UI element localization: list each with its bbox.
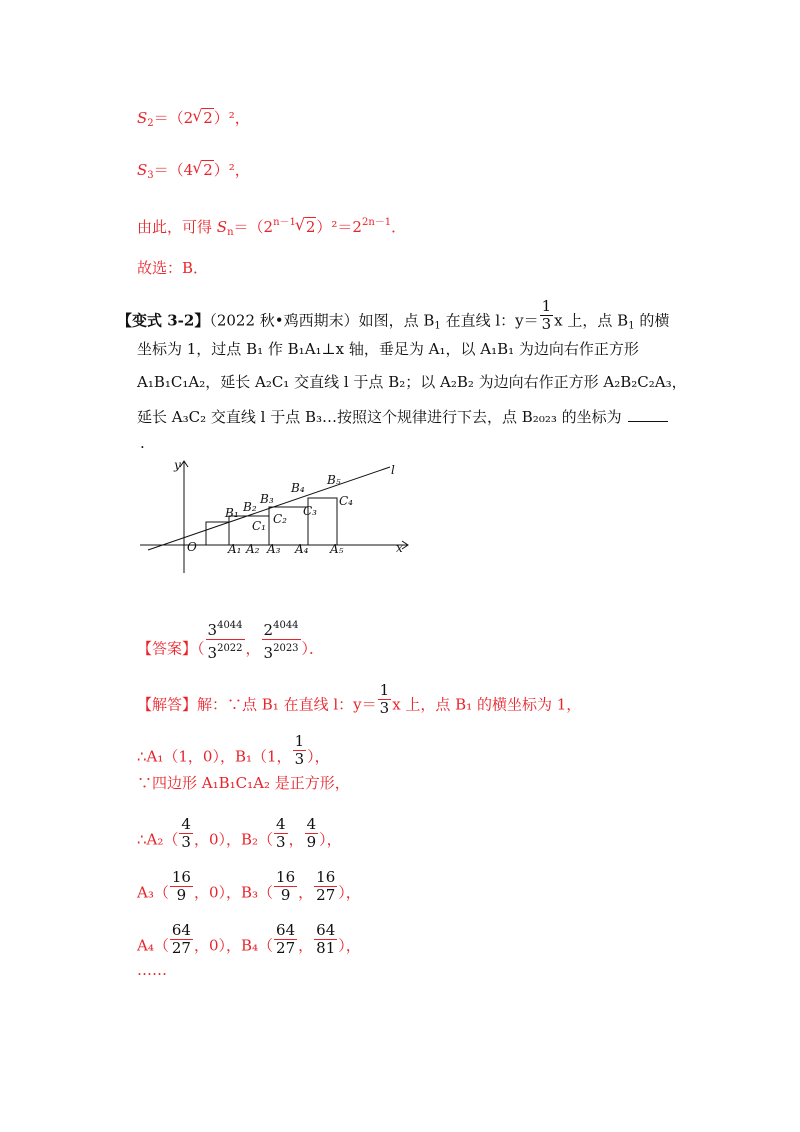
answer-tag: 【答案】	[137, 639, 198, 658]
fraction: $\frac{1}{3}$	[541, 297, 552, 333]
s2-line: $S_2=(2√$ 2）²，	[137, 108, 250, 134]
label-a2: A₂	[246, 542, 260, 556]
fraction: $\frac{16}{9}$	[276, 868, 296, 904]
label-b1: B₁	[225, 506, 239, 520]
fraction: $\frac{1}{3}$	[294, 732, 305, 768]
geometry-figure	[140, 455, 420, 580]
line-label: l	[391, 463, 395, 477]
fraction: $\frac{16}{27}$	[316, 868, 336, 904]
sqrt-symbol: √ 2	[296, 217, 317, 237]
label-c4: C₄	[339, 494, 353, 508]
answer-blank	[628, 421, 668, 422]
problem-tag: 【变式 3-2】	[117, 311, 210, 330]
fraction: $\frac{16}{9}$	[171, 868, 191, 904]
fraction: $\frac{4}{3}$	[181, 815, 191, 851]
fraction: $\frac{64}{81}$	[316, 921, 336, 957]
square-1	[206, 522, 229, 545]
problem-line-1: 【变式 3-2】（2022 秋•鸡西期末）如图，点 $B_1$ 在直线 l：y＝ $\frac{1}{3}$ x 上，点 $B_1$ 的横	[117, 297, 670, 333]
label-c2: C₂	[273, 512, 287, 526]
fraction: $\frac{2^{4044}}{3^{2023}}$	[262, 617, 301, 662]
x-axis-label: x	[396, 541, 403, 555]
problem-line-2: 坐标为 1，过点 B₁ 作 B₁A₁⊥x 轴，垂足为 A₁，以 A₁B₁ 为边向右作正方形	[137, 340, 639, 358]
label-b5: B₅	[327, 473, 341, 487]
solution-line-7: ……	[137, 961, 167, 979]
sqrt-symbol: √ 2	[193, 108, 214, 128]
solution-line-5: A₃（ $\frac{16}{9}$ ，0），B₃（ $\frac{16}{9}$ ， $\frac{16}{27}$ ），	[137, 868, 361, 904]
fraction: $\frac{4}{3}$	[276, 815, 286, 851]
origin-label: O	[187, 540, 197, 554]
fraction: $\frac{4}{9}$	[306, 815, 317, 851]
label-b3: B₃	[260, 492, 274, 506]
solution-line-6: A₄（ $\frac{64}{27}$ ，0），B₄（ $\frac{64}{27}$ ， $\frac{64}{81}$ ），	[137, 921, 361, 957]
label-a1: A₁	[228, 542, 242, 556]
y-axis-label: y	[174, 458, 181, 472]
label-a4: A₄	[295, 542, 309, 556]
solution-tag: 【解答】	[137, 695, 198, 714]
choice-line: 故选：B．	[137, 259, 209, 277]
solution-line-1: 【解答】解：∵点 B₁ 在直线 l：y＝ $\frac{1}{3}$ x 上，点 B₁ 的横坐标为 1，	[137, 681, 582, 717]
problem-line-4: 延长 A₃C₂ 交直线 l 于点 B₃…按照这个规律进行下去，点 B₂₀₂₃ 的坐标为	[137, 407, 668, 427]
label-c1: C₁	[252, 519, 266, 533]
fraction: $\frac{1}{3}$	[379, 681, 390, 717]
label-b2: B₂	[243, 500, 257, 514]
answer-line: 【答案】（ $\frac{3^{4044}}{3^{2022}}$ ， $\frac{2^{4044}}{3^{2023}}$ ）．	[137, 627, 324, 672]
label-b4: B₄	[291, 481, 305, 495]
fraction: $\frac{64}{27}$	[171, 921, 191, 957]
fraction: $\frac{64}{27}$	[276, 921, 296, 957]
solution-line-4: ∴A₂（ $\frac{4}{3}$ ，0），B₂（ $\frac{4}{3}$ ， $\frac{4}{9}$ ），	[137, 815, 342, 851]
solution-line-3: ∵四边形 A₁B₁C₁A₂ 是正方形，	[137, 774, 350, 792]
label-a5: A₅	[330, 542, 344, 556]
fraction: $\frac{3^{4044}}{3^{2022}}$	[206, 617, 245, 662]
problem-source: （2022 秋•鸡西期末）	[209, 311, 359, 330]
label-c3: C₃	[303, 504, 317, 518]
s3-line: $S_3=(4√$ 2）²，	[137, 160, 250, 186]
sqrt-symbol: √ 2	[193, 160, 214, 180]
label-a3: A₃	[267, 542, 281, 556]
solution-line-2: ∴A₁（1，0），B₁（1， $\frac{1}{3}$ ），	[137, 732, 330, 768]
sn-line: 由此，可得 $S_n=(2^{n-1}√$ $2)^2=2^{2n-1}$．	[137, 213, 406, 243]
problem-line-5: .	[140, 434, 145, 452]
problem-line-3: A₁B₁C₁A₂，延长 A₂C₁ 交直线 l 于点 B₂；以 A₂B₂ 为边向右作正方形 A₂B₂C₂A₃，	[137, 373, 687, 391]
